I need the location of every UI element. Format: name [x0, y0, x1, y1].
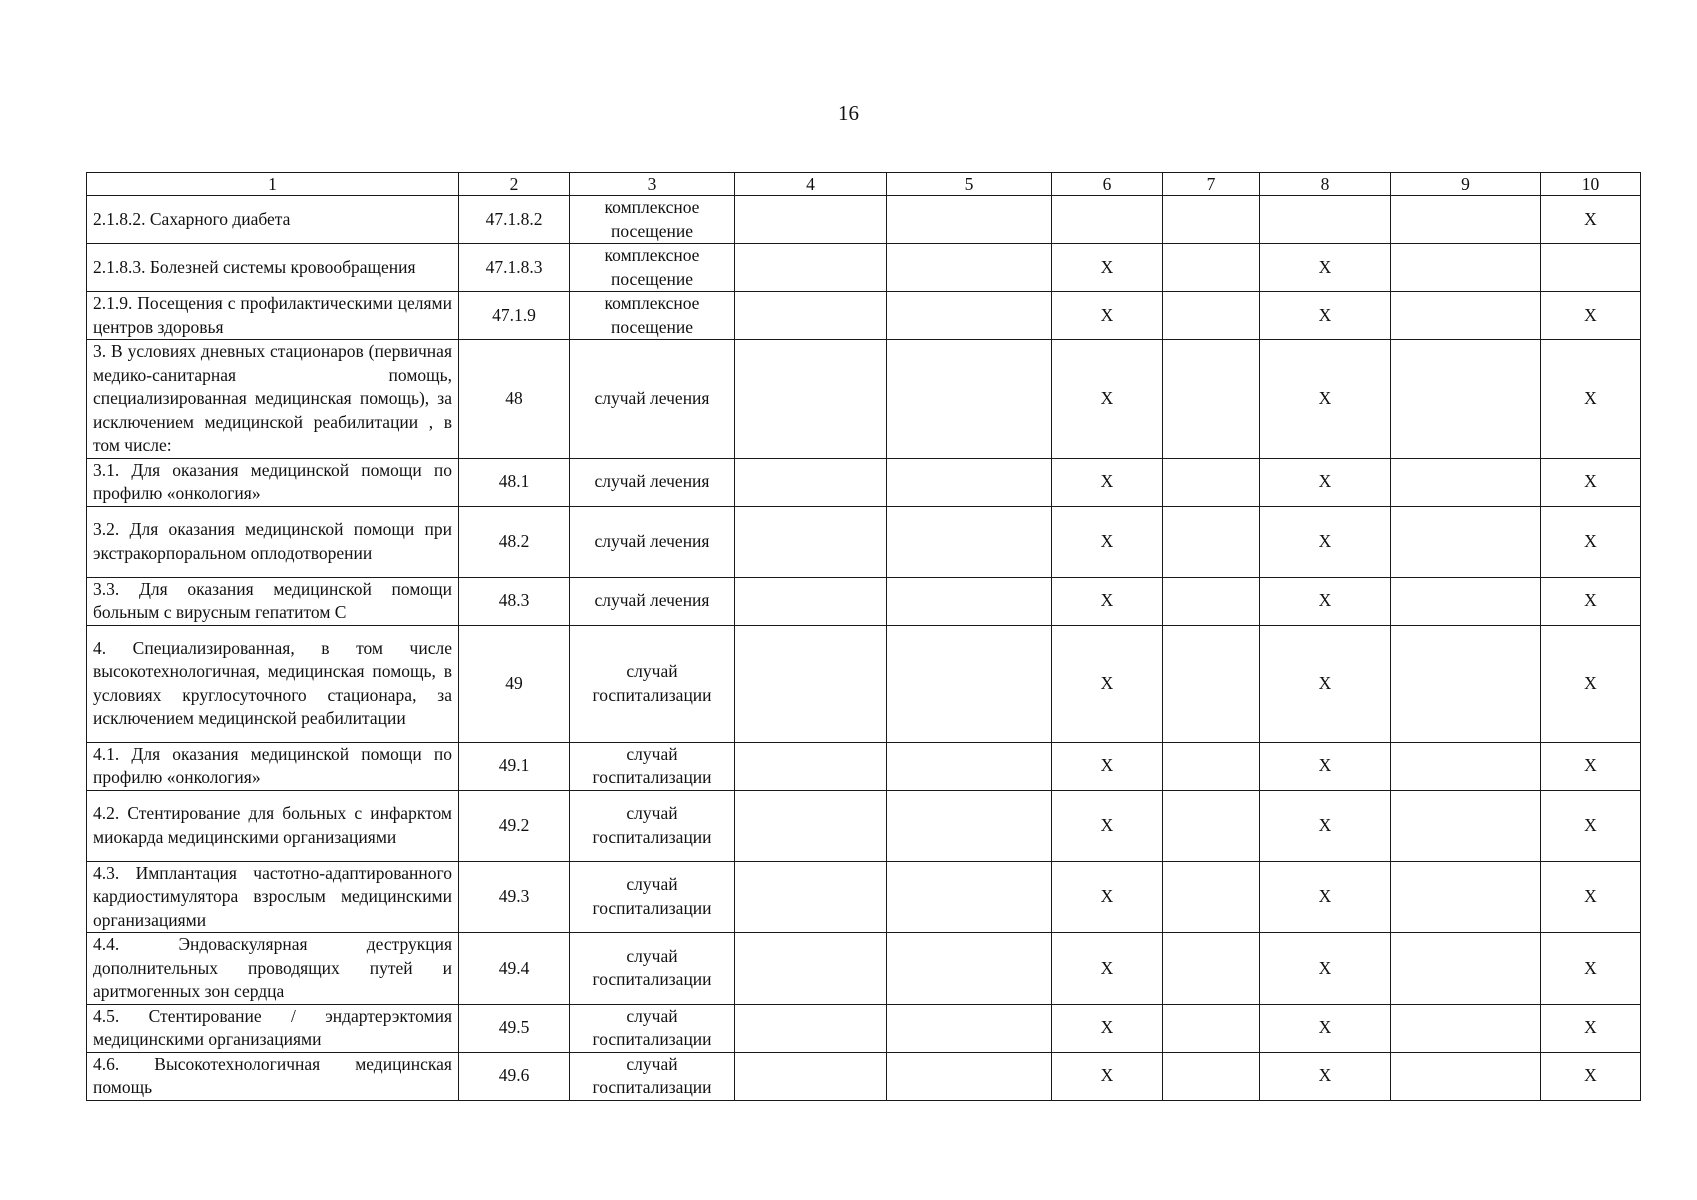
- cell-col-7: [1163, 458, 1260, 506]
- row-code-cell: 48: [459, 340, 570, 459]
- cell-col-5: [887, 577, 1052, 625]
- row-unit-cell: случай госпитализации: [570, 1004, 735, 1052]
- cell-col-10: X: [1541, 790, 1641, 861]
- cell-col-6: X: [1052, 577, 1163, 625]
- cell-col-10: X: [1541, 458, 1641, 506]
- cell-col-7: [1163, 625, 1260, 742]
- cell-col-8: X: [1260, 742, 1391, 790]
- cell-col-5: [887, 458, 1052, 506]
- row-name-cell: 3.1. Для оказания медицинской помощи по профилю «онкология»: [87, 458, 459, 506]
- cell-col-9: [1391, 196, 1541, 244]
- row-name-cell: 4.6. Высокотехнологичная медицинская помощь: [87, 1052, 459, 1100]
- column-header: 3: [570, 173, 735, 196]
- column-header: 2: [459, 173, 570, 196]
- row-unit-cell: случай госпитализации: [570, 742, 735, 790]
- cell-col-4: [735, 458, 887, 506]
- row-unit-cell: случай лечения: [570, 577, 735, 625]
- cell-col-6: X: [1052, 861, 1163, 933]
- table-row: [87, 458, 1641, 506]
- cell-col-6: X: [1052, 458, 1163, 506]
- cell-col-6: X: [1052, 742, 1163, 790]
- cell-col-4: [735, 244, 887, 292]
- cell-col-8: X: [1260, 790, 1391, 861]
- cell-col-7: [1163, 933, 1260, 1005]
- row-name-cell: 4.3. Имплантация частотно-адаптированного кардиостимулятора взрослым медицинскими организациями: [87, 861, 459, 933]
- cell-col-7: [1163, 861, 1260, 933]
- cell-col-8: X: [1260, 861, 1391, 933]
- cell-col-7: [1163, 506, 1260, 577]
- cell-col-9: [1391, 506, 1541, 577]
- cell-col-10: X: [1541, 292, 1641, 340]
- cell-col-9: [1391, 340, 1541, 459]
- table-row: [87, 790, 1641, 861]
- row-unit-cell: случай госпитализации: [570, 933, 735, 1005]
- cell-col-7: [1163, 1052, 1260, 1100]
- column-header: 10: [1541, 173, 1641, 196]
- cell-col-5: [887, 790, 1052, 861]
- cell-col-4: [735, 790, 887, 861]
- row-unit-cell: комплексное посещение: [570, 244, 735, 292]
- column-header: 1: [87, 173, 459, 196]
- cell-col-8: X: [1260, 933, 1391, 1005]
- cell-col-9: [1391, 244, 1541, 292]
- cell-col-8: X: [1260, 577, 1391, 625]
- cell-col-10: X: [1541, 506, 1641, 577]
- row-code-cell: 49.5: [459, 1004, 570, 1052]
- cell-col-7: [1163, 742, 1260, 790]
- cell-col-8: X: [1260, 1004, 1391, 1052]
- cell-col-8: X: [1260, 244, 1391, 292]
- cell-col-10: X: [1541, 340, 1641, 459]
- row-code-cell: 49.3: [459, 861, 570, 933]
- row-unit-cell: комплексное посещение: [570, 292, 735, 340]
- table-row: [87, 1052, 1641, 1100]
- row-unit-cell: случай госпитализации: [570, 625, 735, 742]
- cell-col-10: X: [1541, 1052, 1641, 1100]
- cell-col-8: X: [1260, 292, 1391, 340]
- cell-col-9: [1391, 933, 1541, 1005]
- cell-col-9: [1391, 861, 1541, 933]
- cell-col-6: X: [1052, 1004, 1163, 1052]
- cell-col-4: [735, 292, 887, 340]
- cell-col-4: [735, 1052, 887, 1100]
- cell-col-6: X: [1052, 625, 1163, 742]
- table-row: [87, 577, 1641, 625]
- cell-col-5: [887, 861, 1052, 933]
- cell-col-4: [735, 506, 887, 577]
- table-row: [87, 1004, 1641, 1052]
- page-number: 16: [838, 101, 859, 125]
- cell-col-9: [1391, 742, 1541, 790]
- column-header: 8: [1260, 173, 1391, 196]
- row-name-cell: 3.2. Для оказания медицинской помощи при экстракорпоральном оплодотворении: [87, 506, 459, 577]
- cell-col-7: [1163, 340, 1260, 459]
- cell-col-10: X: [1541, 933, 1641, 1005]
- row-name-cell: 4.5. Стентирование / эндартерэктомия медицинскими организациями: [87, 1004, 459, 1052]
- row-code-cell: 49.2: [459, 790, 570, 861]
- row-code-cell: 48.1: [459, 458, 570, 506]
- row-name-cell: 4. Специализированная, в том числе высокотехнологичная, медицинская помощь, в условиях круглосуточного стационара, за исключением медицинской реабилитации: [87, 625, 459, 742]
- cell-col-8: [1260, 196, 1391, 244]
- row-name-cell: 4.1. Для оказания медицинской помощи по профилю «онкология»: [87, 742, 459, 790]
- table-row: [87, 933, 1641, 1005]
- cell-col-5: [887, 292, 1052, 340]
- cell-col-6: X: [1052, 340, 1163, 459]
- cell-col-8: X: [1260, 625, 1391, 742]
- row-code-cell: 49.1: [459, 742, 570, 790]
- cell-col-4: [735, 340, 887, 459]
- cell-col-6: X: [1052, 1052, 1163, 1100]
- cell-col-6: X: [1052, 506, 1163, 577]
- cell-col-4: [735, 1004, 887, 1052]
- row-unit-cell: случай госпитализации: [570, 790, 735, 861]
- cell-col-5: [887, 625, 1052, 742]
- cell-col-5: [887, 244, 1052, 292]
- row-code-cell: 49: [459, 625, 570, 742]
- cell-col-5: [887, 1004, 1052, 1052]
- cell-col-4: [735, 742, 887, 790]
- cell-col-4: [735, 625, 887, 742]
- cell-col-5: [887, 933, 1052, 1005]
- cell-col-5: [887, 742, 1052, 790]
- cell-col-8: X: [1260, 1052, 1391, 1100]
- cell-col-10: X: [1541, 625, 1641, 742]
- table-row: [87, 340, 1641, 459]
- cell-col-5: [887, 196, 1052, 244]
- row-code-cell: 47.1.9: [459, 292, 570, 340]
- cell-col-10: X: [1541, 196, 1641, 244]
- table-row: [87, 196, 1641, 244]
- table-row: [87, 742, 1641, 790]
- row-unit-cell: случай лечения: [570, 506, 735, 577]
- row-unit-cell: случай госпитализации: [570, 1052, 735, 1100]
- cell-col-7: [1163, 244, 1260, 292]
- column-header: 7: [1163, 173, 1260, 196]
- cell-col-9: [1391, 790, 1541, 861]
- data-table: [86, 172, 1641, 1101]
- cell-col-4: [735, 577, 887, 625]
- cell-col-6: X: [1052, 790, 1163, 861]
- table-row: [87, 861, 1641, 933]
- table-row: [87, 244, 1641, 292]
- cell-col-8: X: [1260, 506, 1391, 577]
- cell-col-9: [1391, 1004, 1541, 1052]
- row-code-cell: 49.6: [459, 1052, 570, 1100]
- cell-col-5: [887, 506, 1052, 577]
- table-row: [87, 506, 1641, 577]
- table-row: [87, 625, 1641, 742]
- cell-col-4: [735, 933, 887, 1005]
- column-header: 9: [1391, 173, 1541, 196]
- cell-col-9: [1391, 458, 1541, 506]
- row-name-cell: 3. В условиях дневных стационаров (первичная медико-санитарная помощь, специализированная медицинская помощь), за исключением медицинской реабилитации , в том числе:: [87, 340, 459, 459]
- cell-col-6: [1052, 196, 1163, 244]
- column-number-header-row: [87, 173, 1641, 196]
- cell-col-7: [1163, 790, 1260, 861]
- column-header: 5: [887, 173, 1052, 196]
- cell-col-9: [1391, 1052, 1541, 1100]
- cell-col-4: [735, 861, 887, 933]
- cell-col-9: [1391, 577, 1541, 625]
- cell-col-8: X: [1260, 458, 1391, 506]
- cell-col-10: X: [1541, 577, 1641, 625]
- cell-col-10: X: [1541, 742, 1641, 790]
- cell-col-6: X: [1052, 292, 1163, 340]
- cell-col-10: X: [1541, 861, 1641, 933]
- row-code-cell: 49.4: [459, 933, 570, 1005]
- cell-col-10: [1541, 244, 1641, 292]
- cell-col-7: [1163, 1004, 1260, 1052]
- row-name-cell: 2.1.8.2. Сахарного диабета: [87, 196, 459, 244]
- cell-col-7: [1163, 196, 1260, 244]
- row-name-cell: 2.1.9. Посещения с профилактическими целями центров здоровья: [87, 292, 459, 340]
- row-unit-cell: случай лечения: [570, 458, 735, 506]
- row-unit-cell: случай госпитализации: [570, 861, 735, 933]
- row-code-cell: 47.1.8.3: [459, 244, 570, 292]
- cell-col-6: X: [1052, 933, 1163, 1005]
- cell-col-9: [1391, 625, 1541, 742]
- cell-col-9: [1391, 292, 1541, 340]
- row-name-cell: 4.2. Стентирование для больных с инфарктом миокарда медицинскими организациями: [87, 790, 459, 861]
- cell-col-10: X: [1541, 1004, 1641, 1052]
- cell-col-8: X: [1260, 340, 1391, 459]
- row-name-cell: 4.4. Эндоваскулярная деструкция дополнительных проводящих путей и аритмогенных зон сердца: [87, 933, 459, 1005]
- row-unit-cell: комплексное посещение: [570, 196, 735, 244]
- cell-col-5: [887, 340, 1052, 459]
- cell-col-4: [735, 196, 887, 244]
- cell-col-6: X: [1052, 244, 1163, 292]
- row-unit-cell: случай лечения: [570, 340, 735, 459]
- column-header: 6: [1052, 173, 1163, 196]
- cell-col-5: [887, 1052, 1052, 1100]
- column-header: 4: [735, 173, 887, 196]
- table-row: [87, 292, 1641, 340]
- row-name-cell: 3.3. Для оказания медицинской помощи больным с вирусным гепатитом С: [87, 577, 459, 625]
- cell-col-7: [1163, 292, 1260, 340]
- cell-col-7: [1163, 577, 1260, 625]
- row-code-cell: 48.2: [459, 506, 570, 577]
- row-name-cell: 2.1.8.3. Болезней системы кровообращения: [87, 244, 459, 292]
- row-code-cell: 47.1.8.2: [459, 196, 570, 244]
- row-code-cell: 48.3: [459, 577, 570, 625]
